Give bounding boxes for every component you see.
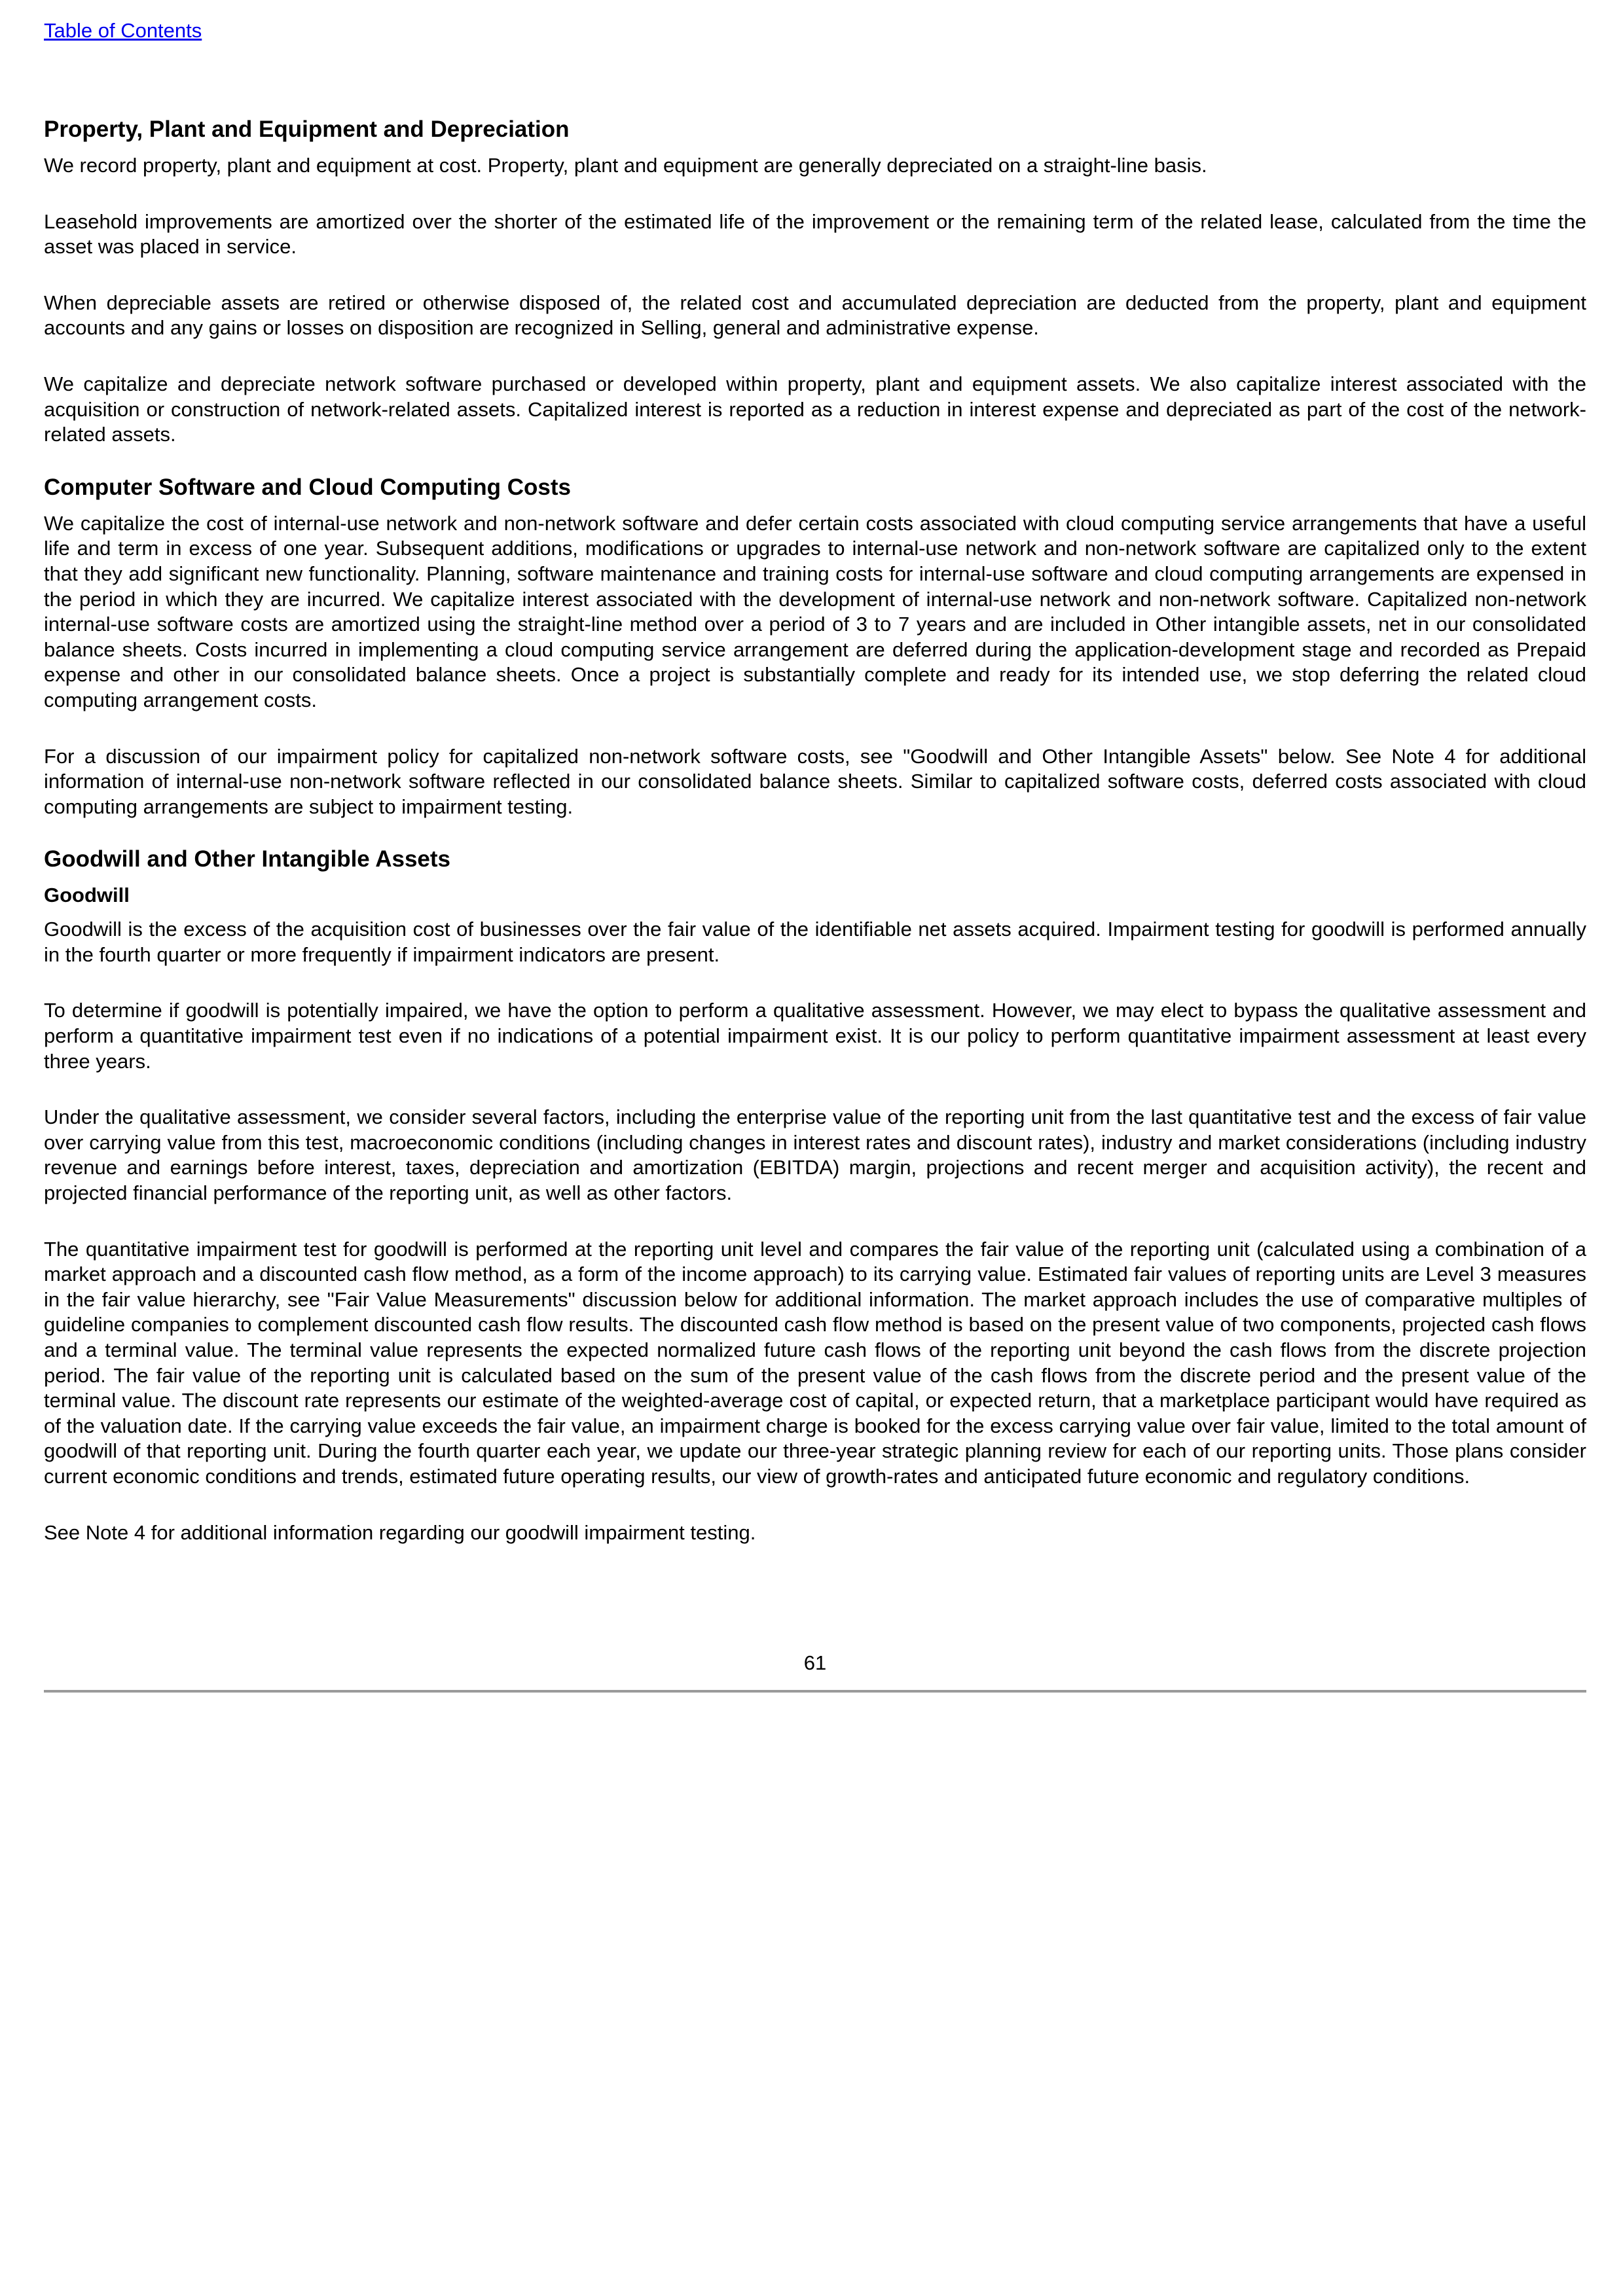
paragraph: For a discussion of our impairment policy for capitalized non-network software costs, see "Goodwill and Other Intangible Assets" below. See Note 4 for additional information of internal-use non-network software reflected in our consolidated balance sheets. Similar to capitalized software costs, deferred costs associated with cloud computing arrangements are subject to impairment testing. [44, 744, 1586, 818]
paragraph: We capitalize the cost of internal-use network and non-network software and defer certain costs associated with cloud computing service arrangements that have a useful life and term in excess of one year. Subsequent additions, modifications or upgrades to internal-use network and non-network software are capitalized only to the extent that they add significant new functionality. Planning, software maintenance and training costs for internal-use software and cloud computing arrangements are expensed in the period in which they are incurred. We capitalize interest associated with the development of internal-use network and non-network software. Capitalized non-network internal-use software costs are amortized using the straight-line method over a period of 3 to 7 years and are included in Other intangible assets, net in our consolidated balance sheets. Costs incurred in implementing a cloud computing service arrangement are deferred during the application-development stage and recorded as Prepaid expense and other in our consolidated balance sheets. Once a project is substantially complete and ready for its intended use, we stop deferring the related cloud computing arrangement costs. [44, 511, 1586, 711]
paragraph: Leasehold improvements are amortized over the shorter of the estimated life of the improvement or the remaining term of the related lease, calculated from the time the asset was placed in service. [44, 209, 1586, 259]
paragraph: See Note 4 for additional information regarding our goodwill impairment testing. [44, 1520, 756, 1544]
paragraph: Goodwill is the excess of the acquisition cost of businesses over the fair value of the identifiable net assets acquired. Impairment testing for goodwill is performed annually in the fourth quarter or more frequently if impairment indicators are present. [44, 918, 1586, 966]
section-heading-computer-software: Computer Software and Cloud Computing Costs [44, 474, 571, 500]
footer-divider [44, 1690, 1586, 1693]
paragraph: The quantitative impairment test for goodwill is performed at the reporting unit level and compares the fair value of the reporting unit (calculated using a combination of a market approach and a discounted cash flow method, as a form of the income approach) to its carrying value. Estimated fair values of reporting units are Level 3 measures in the fair value hierarchy, see "Fair Value Measurements" discussion below for additional information. The market approach includes the use of comparative multiples of guideline companies to complement discounted cash flow results. The discounted cash flow method is based on the present value of two components, projected cash flows and a terminal value. The terminal value represents the expected normalized future cash flows of the reporting unit beyond the cash flows from the discrete projection period. The fair value of the reporting unit is calculated based on the sum of the present value of the cash flows from the discrete period and the present value of the terminal value. The discount rate represents our estimate of the weighted-average cost of capital, or expected return, that a marketplace participant would have required as of the valuation date. If the carrying value exceeds the fair value, an impairment charge is booked for the excess carrying value over fair value, limited to the total amount of goodwill of that reporting unit. During the fourth quarter each year, we update our three-year strategic planning review for each of our reporting units. Those plans consider current economic conditions and trends, estimated future operating results, our view of growth-rates and anticipated future economic and regulatory conditions. [44, 1237, 1586, 1488]
paragraph: We capitalize and depreciate network software purchased or developed within property, plant and equipment assets. We also capitalize interest associated with the acquisition or construction of network-related assets. Capitalized interest is reported as a reduction in interest expense and depreciated as part of the cost of the network-related assets. [44, 372, 1586, 446]
paragraph: To determine if goodwill is potentially impaired, we have the option to perform a qualitative assessment. However, we may elect to bypass the qualitative assessment and perform a quantitative impairment test even if no indications of a potential impairment exist. It is our policy to perform quantitative impairment assessment at least every three years. [44, 999, 1586, 1073]
paragraph: We record property, plant and equipment at cost. Property, plant and equipment are generally depreciated on a straight-line basis. [44, 154, 1207, 177]
subsection-heading-goodwill: Goodwill [44, 884, 130, 907]
section-computer-software [44, 473, 1586, 820]
page-number: 61 [803, 1651, 827, 1674]
section-property-plant-equipment [44, 115, 1586, 448]
section-heading-property-plant-equipment: Property, Plant and Equipment and Depreciation [44, 117, 570, 142]
paragraph: When depreciable assets are retired or otherwise disposed of, the related cost and accumulated depreciation are deducted from the property, plant and equipment accounts and any gains or losses on disposition are recognized in Selling, general and administrative expense. [44, 291, 1586, 340]
section-heading-goodwill-intangibles: Goodwill and Other Intangible Assets [44, 846, 450, 872]
page-content [44, 115, 1586, 1576]
paragraph: Under the qualitative assessment, we consider several factors, including the enterprise value of the reporting unit from the last quantitative test and the excess of fair value over carrying value from this test, macroeconomic conditions (including changes in interest rates and discount rates), industry and market considerations (including industry revenue and earnings before interest, taxes, depreciation and amortization (EBITDA) margin, projections and recent merger and acquisition activity), the recent and projected financial performance of the reporting unit, as well as other factors. [44, 1105, 1586, 1205]
section-goodwill-intangibles [44, 845, 1586, 1545]
table-of-contents-link[interactable]: Table of Contents [44, 19, 202, 42]
